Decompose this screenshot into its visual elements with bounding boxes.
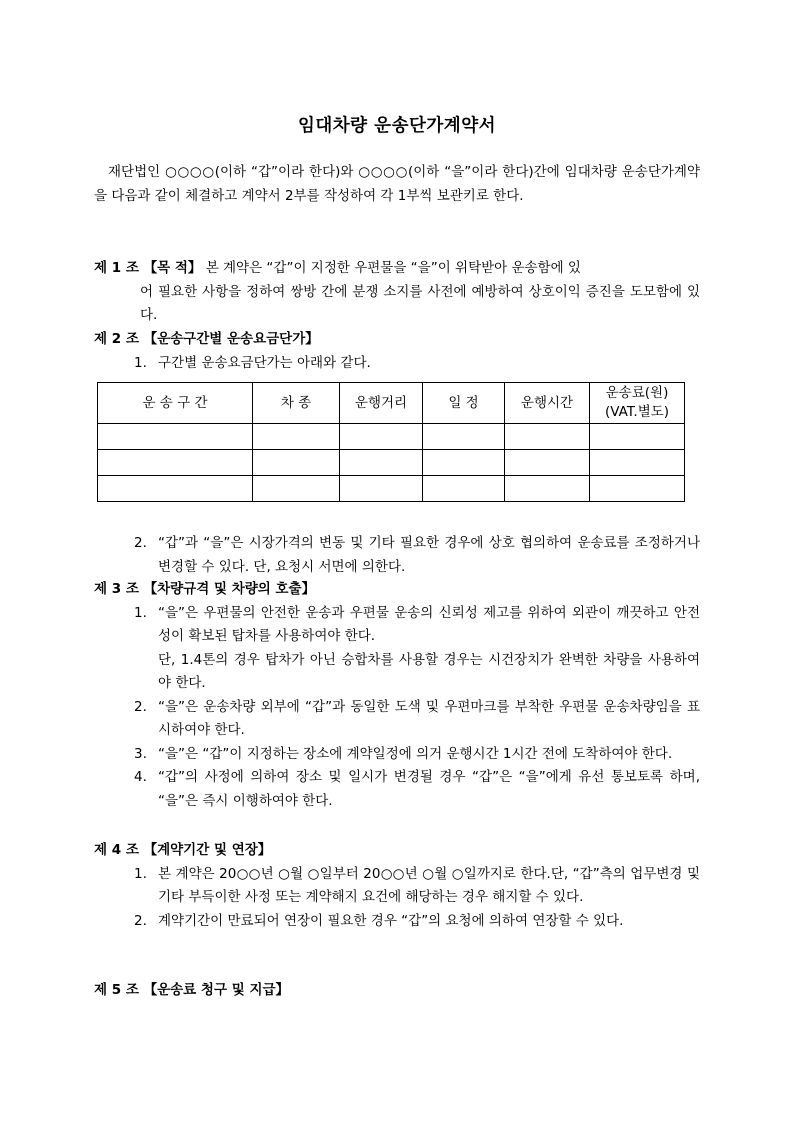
rate-table-header bbox=[98, 383, 685, 424]
table-row bbox=[98, 476, 685, 502]
intro-text: 재단법인 ○○○○(이하 “갑”이라 한다)와 ○○○○(이하 “을”이라 한다)간에 임대차량 운송단가계약을 다음과 같이 체결하고 계약서 2부를 작성하여 각 1부씩 보관키로 한다. bbox=[94, 164, 700, 204]
article-4-item-2: 2. 계약기간이 만료되어 연장이 필요한 경우 “갑”의 요청에 의하여 연장할 수 있다. bbox=[134, 912, 624, 929]
col-vehicle-type: 차 종 bbox=[253, 383, 340, 424]
col-distance: 운행거리 bbox=[340, 383, 423, 424]
article-4-item-1: 1. 본 계약은 20○○년 ○월 ○일부터 20○○년 ○월 ○일까지로 한다.단, “갑”측의 업무변경 및 기타 부득이한 사정 또는 계약해지 요건에 해당하는 경우 해지할 수 있다. bbox=[134, 865, 700, 905]
article-3-item-1: 1. “을”은 우편물의 안전한 운송과 우편물 운송의 신뢰성 제고를 위하여 외관이 깨끗하고 안전성이 확보된 탑차를 사용하여야 한다. bbox=[134, 604, 700, 644]
article-2-item-2: 2. “갑”과 “을”은 시장가격의 변동 및 기타 필요한 경우에 상호 협의하여 운송료를 조정하거나 변경할 수 있다. 단, 요청시 서면에 의한다. bbox=[134, 535, 700, 575]
col-section: 운 송 구 간 bbox=[98, 383, 253, 424]
article-3-item-3: 3. “을”은 “갑”이 지정하는 장소에 계약일정에 의거 운행시간 1시간 전에 도착하여야 한다. bbox=[134, 745, 673, 762]
table-row bbox=[98, 424, 685, 450]
article-3-item-1-note: 단, 1.4톤의 경우 탑차가 아닌 승합차를 사용할 경우는 시건장치가 완벽한 차량을 사용하여야 한다. bbox=[158, 651, 700, 691]
article-1-heading: 제 1 조 【목 적】 bbox=[94, 260, 202, 276]
document-title: 임대차량 운송단가계약서 bbox=[297, 116, 497, 136]
col-run-time: 운행시간 bbox=[505, 383, 590, 424]
article-1 bbox=[94, 257, 700, 328]
col-fee: 운송료(원) (VAT.별도) bbox=[590, 383, 685, 424]
article-3 bbox=[94, 578, 700, 813]
article-2-item-1: 1. 구간별 운송요금단가는 아래와 같다. bbox=[134, 354, 371, 371]
col-schedule: 일 정 bbox=[423, 383, 505, 424]
table-row bbox=[98, 450, 685, 476]
article-4 bbox=[94, 839, 700, 933]
article-3-item-4: 4. “갑”의 사정에 의하여 장소 및 일시가 변경될 경우 “갑”은 “을”에게 유선 통보토록 하며, “을”은 즉시 이행하여야 한다. bbox=[134, 769, 700, 809]
article-2-cont bbox=[94, 532, 700, 579]
article-4-heading: 제 4 조 【계약기간 및 연장】 bbox=[94, 842, 272, 858]
article-3-heading: 제 3 조 【차량규격 및 차량의 호출】 bbox=[94, 581, 316, 597]
article-3-item-2: 2. “을”은 운송차량 외부에 “갑”과 동일한 도색 및 우편마크를 부착한 우편물 운송차량임을 표시하여야 한다. bbox=[134, 698, 700, 738]
article-2 bbox=[94, 328, 700, 375]
article-1-text: 본 계약은 “갑”이 지정한 우편물을 “을”이 위탁받아 운송함에 있 bbox=[205, 260, 581, 276]
article-1-text-cont: 어 필요한 사항을 정하여 쌍방 간에 분쟁 소지를 사전에 예방하여 상호이익 증진을 도모함에 있다. bbox=[140, 283, 700, 323]
intro-paragraph bbox=[94, 160, 700, 208]
article-2-heading: 제 2 조 【운송구간별 운송요금단가】 bbox=[94, 331, 319, 347]
rate-table bbox=[97, 382, 685, 502]
article-5-heading: 제 5 조 【운송료 청구 및 지급】 bbox=[94, 982, 290, 998]
article-5 bbox=[94, 979, 700, 1003]
